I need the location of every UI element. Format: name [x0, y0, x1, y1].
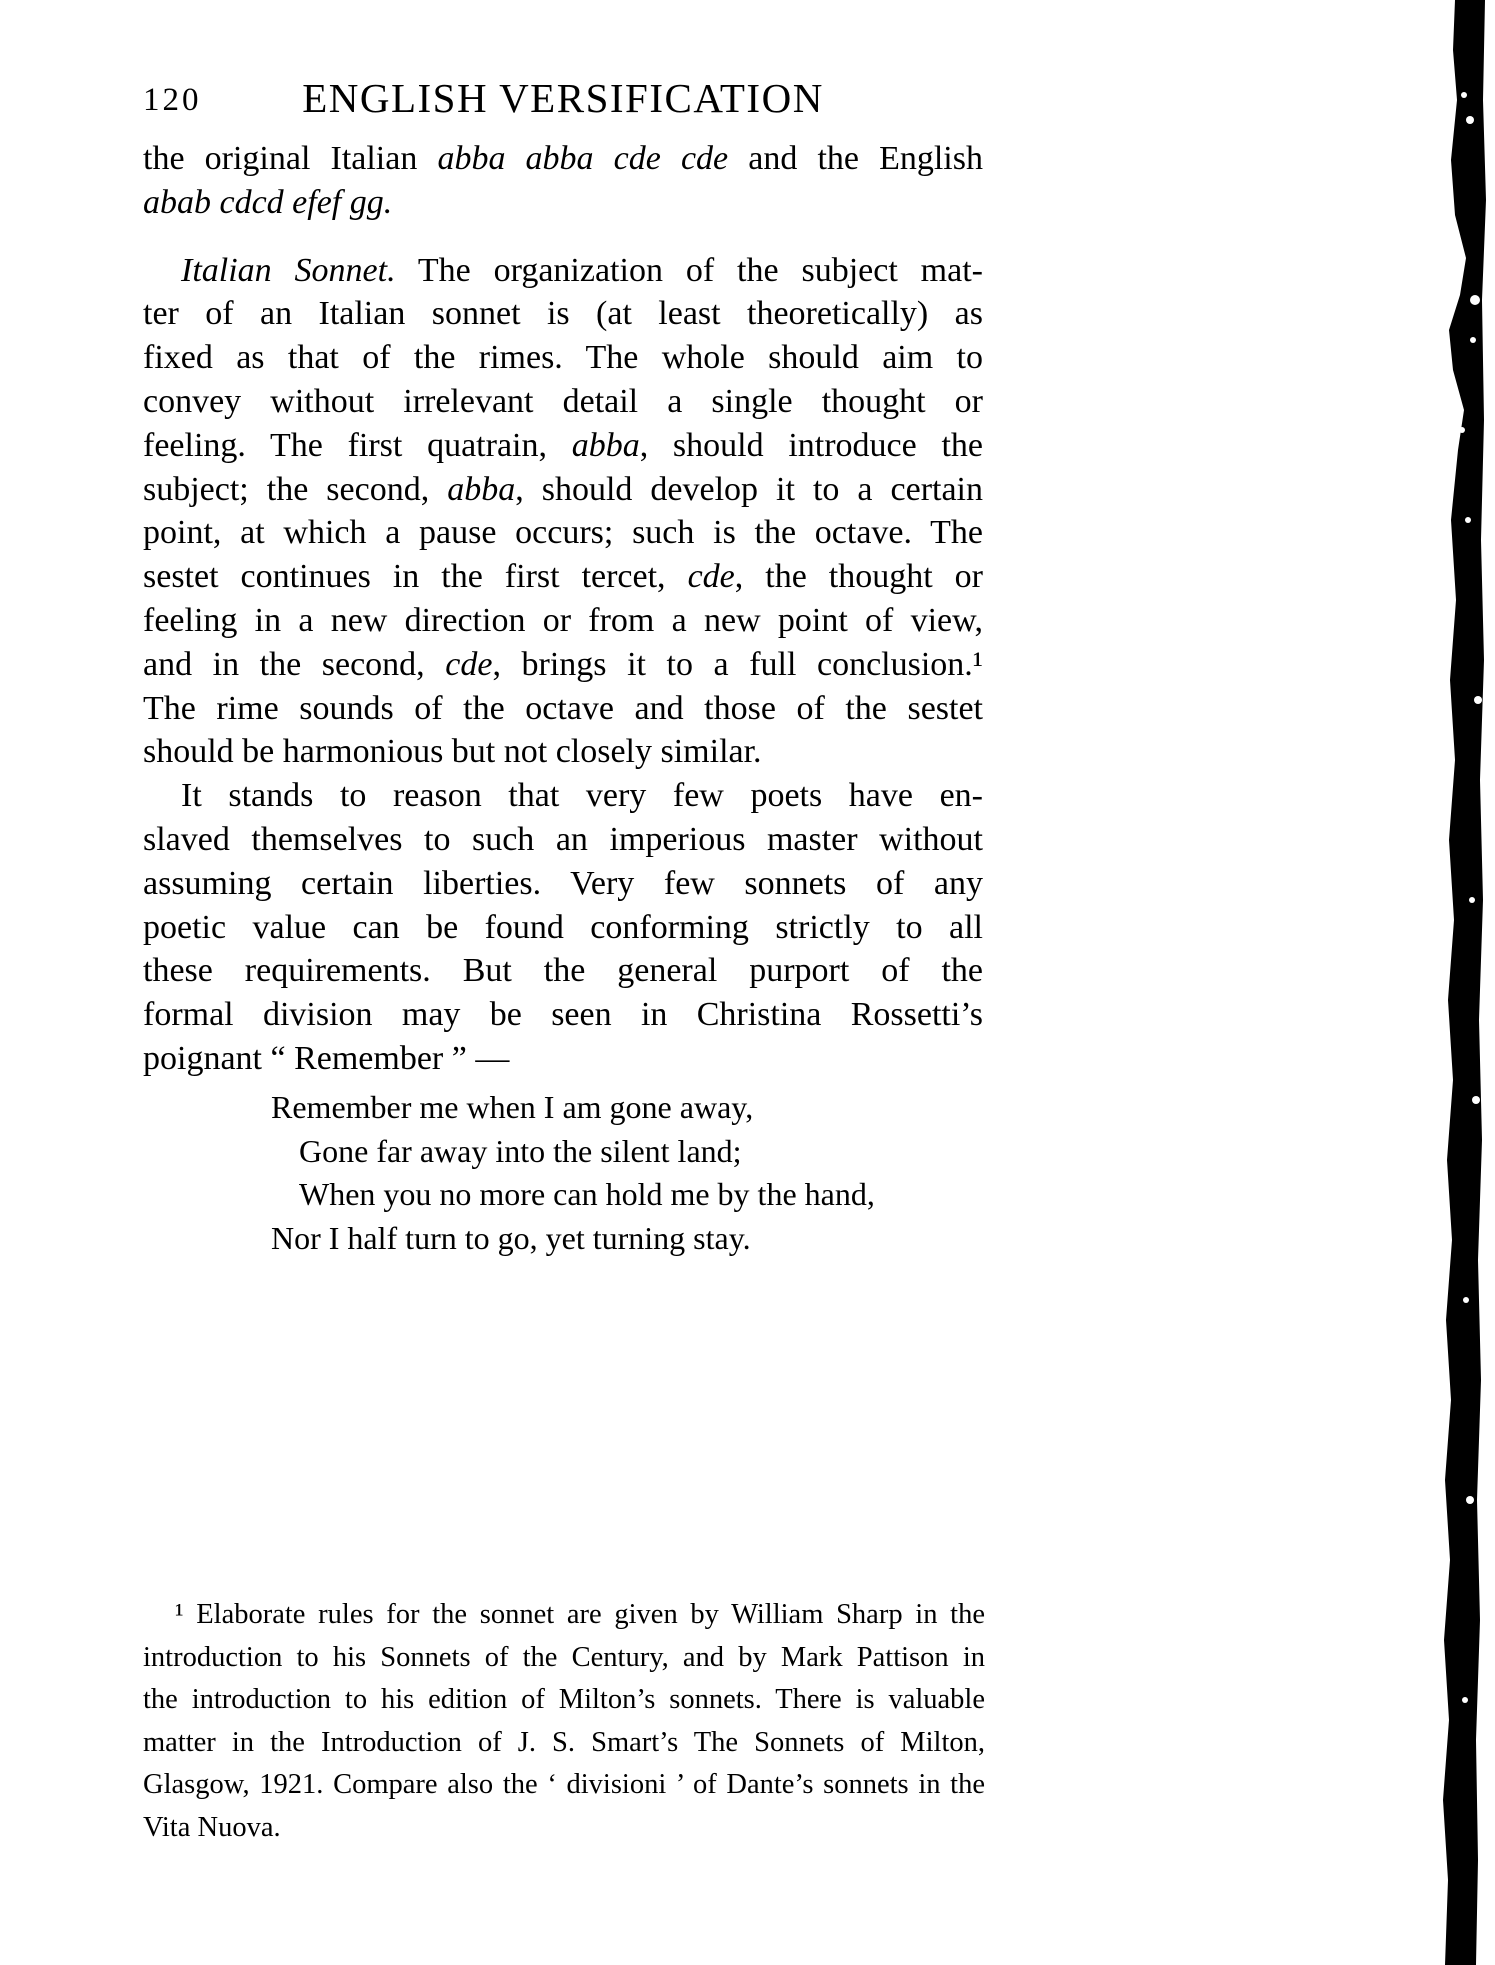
footnote-line: the introduction to his edition of Milton’s sonnets. There is valuable: [143, 1684, 985, 1716]
plain-text: slaved themselves to such an imperious master without: [143, 820, 983, 858]
text-line: [143, 424, 983, 468]
italic-text: abba: [571, 426, 640, 464]
footnote-line: Glasgow, 1921. Compare also the ‘ divisioni ’ of Dante’s sonnets in the: [143, 1769, 985, 1801]
plain-text: poetic value can be found conforming strictly to all: [143, 908, 983, 946]
poem-line: Gone far away into the silent land;: [299, 1132, 742, 1169]
plain-text: and in the second,: [143, 645, 446, 683]
page-header: [143, 74, 983, 124]
text-line: [143, 336, 983, 380]
text-line: [143, 993, 983, 1037]
plain-text: assuming certain liberties. Very few sonnets of any: [143, 864, 983, 902]
italic-text: abab cdcd efef gg.: [143, 183, 393, 221]
plain-text: the original Italian: [143, 140, 438, 177]
poem-line: When you no more can hold me by the hand,: [299, 1176, 875, 1212]
text-line: [143, 949, 983, 993]
text-line: [143, 818, 983, 862]
footnote-line: matter in the Introduction of J. S. Smart’s The Sonnets of Milton,: [143, 1726, 985, 1758]
plain-text: these requirements. But the general purport of the: [143, 952, 983, 990]
plain-text: It stands to reason that very few poets have en-: [181, 777, 983, 815]
text-line: [143, 862, 983, 906]
text-line: [143, 643, 983, 687]
text-line: [143, 181, 983, 225]
text-line: [143, 137, 983, 181]
footnote: [143, 1594, 985, 1850]
plain-text: The organization of the subject mat-: [395, 251, 983, 289]
plain-text: The rime sounds of the octave and those of the sestet: [143, 689, 983, 727]
footnote-line: introduction to his Sonnets of the Century, and by Mark Pattison in: [143, 1641, 985, 1673]
italic-text: abba abba cde cde: [437, 140, 729, 177]
body-text: [143, 137, 983, 1081]
italic-text: cde: [687, 558, 735, 596]
plain-text: feeling. The first quatrain,: [143, 426, 572, 464]
plain-text: , should introduce the: [639, 426, 983, 464]
plain-text: should be harmonious but not closely similar.: [143, 733, 762, 771]
plain-text: , should develop it to a certain: [515, 470, 983, 508]
plain-text: , the thought or: [734, 558, 983, 596]
text-line: [143, 906, 983, 950]
page-number: 120: [143, 82, 202, 118]
text-line: [143, 249, 983, 293]
plain-text: poignant “ Remember ” —: [143, 1039, 510, 1077]
plain-text: ter of an Italian sonnet is (at least theoretically) as: [143, 295, 983, 333]
text-line: [143, 511, 983, 555]
plain-text: sestet continues in the first tercet,: [143, 558, 688, 596]
footnote-line: ¹ Elaborate rules for the sonnet are given by William Sharp in the: [175, 1599, 985, 1630]
plain-text: formal division may be seen in Christina Rossetti’s: [143, 996, 983, 1034]
italic-text: Italian Sonnet.: [181, 251, 396, 289]
text-line: [143, 292, 983, 336]
text-line: [143, 730, 983, 774]
text-line: [143, 774, 983, 818]
footnote-line: Vita Nuova.: [143, 1811, 281, 1843]
plain-text: fixed as that of the rimes. The whole should aim to: [143, 339, 983, 377]
text-line: [143, 380, 983, 424]
plain-text: , brings it to a full conclusion.¹: [492, 645, 983, 683]
poem-line: Remember me when I am gone away,: [271, 1089, 754, 1125]
text-line: [143, 599, 983, 643]
scanned-page-edge-artifact: [1440, 0, 1495, 1965]
running-title: ENGLISH VERSIFICATION: [302, 75, 824, 121]
plain-text: and the English: [728, 140, 983, 177]
poem-quotation: [143, 1086, 983, 1260]
plain-text: point, at which a pause occurs; such is the octave. The: [143, 514, 983, 552]
text-line: [143, 468, 983, 512]
poem-line: Nor I half turn to go, yet turning stay.: [271, 1219, 751, 1256]
text-line: [143, 555, 983, 599]
text-line: [143, 687, 983, 731]
text-line: [143, 1037, 983, 1081]
plain-text: subject; the second,: [143, 470, 448, 508]
plain-text: feeling in a new direction or from a new point of view,: [143, 601, 983, 639]
italic-text: abba: [447, 470, 516, 508]
plain-text: convey without irrelevant detail a single thought or: [143, 382, 983, 420]
italic-text: cde: [445, 645, 493, 683]
